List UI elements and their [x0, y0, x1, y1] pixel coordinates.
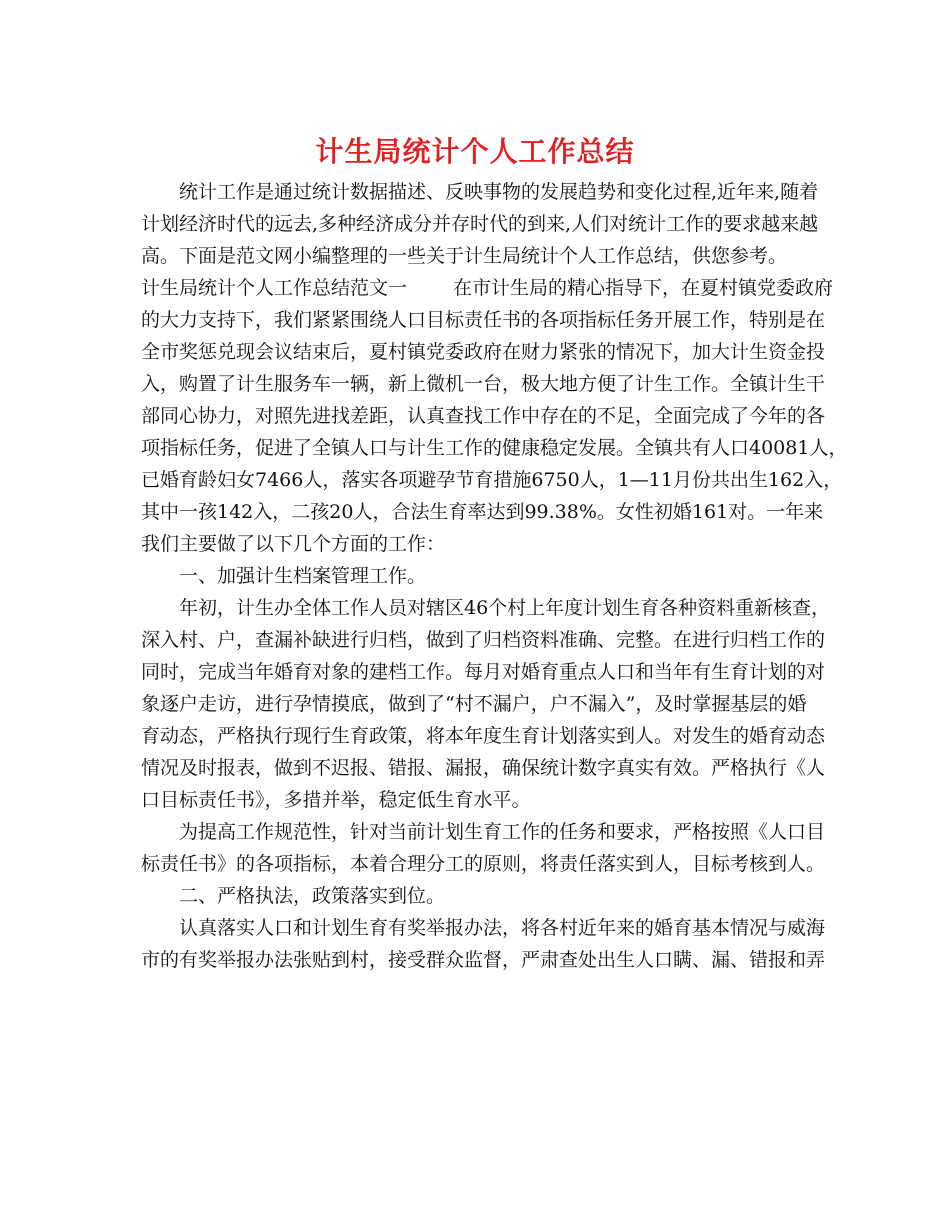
text-line: 同时，完成当年婚育对象的建档工作。每月对婚育重点人口和当年有生育计划的对 [141, 661, 826, 683]
text-line: 年初，计生办全体工作人员对辖区46个村上年度计划生育各种资料重新核查， [179, 597, 831, 619]
fanwen-label: 计生局统计个人工作总结范文一 [141, 277, 408, 299]
text-line: 我们主要做了以下几个方面的工作： [141, 533, 446, 555]
document-body [141, 176, 848, 976]
section-2-paragraph [141, 912, 831, 976]
text-line [141, 272, 834, 304]
intro-paragraph [141, 176, 831, 272]
text-line: 情况及时报表，做到不迟报、错报、漏报，确保统计数字真实有效。严格执行《人 [141, 757, 826, 779]
text-line: 已婚育龄妇女7466人，落实各项避孕节育措施6750人，1—11月份共出生162入， [141, 469, 843, 491]
section-heading-1 [141, 560, 831, 592]
text-line: 市的有奖举报办法张贴到村，接受群众监督，严肃查处出生人口瞒、漏、错报和弄 [141, 949, 826, 971]
text-line: 口目标责任书》，多措并举，稳定低生育水平。 [141, 789, 531, 811]
text-line: 高。下面是范文网小编整理的一些关于计生局统计个人工作总结，供您参考。 [141, 245, 788, 267]
text-line: 标责任书》的各项指标，本着合理分工的原则，将责任落实到人，目标考核到人。 [141, 853, 826, 875]
document-title: 计生局统计个人工作总结 [315, 135, 635, 168]
heading-text: 二、严格执法，政策落实到位。 [179, 885, 446, 907]
text-line: 部同心协力，对照先进找差距，认真查找工作中存在的不足，全面完成了今年的各 [141, 405, 826, 427]
text-line: 入，购置了计生服务车一辆，新上微机一台，极大地方便了计生工作。全镇计生干 [141, 373, 826, 395]
heading-text: 一、加强计生档案管理工作。 [179, 565, 427, 587]
section-heading-2 [141, 880, 831, 912]
text-line: 深入村、户，查漏补缺进行归档，做到了归档资料准确、完整。在进行归档工作的 [141, 629, 826, 651]
text-line: 的大力支持下，我们紧紧围绕人口目标责任书的各项指标任务开展工作，特别是在 [141, 309, 826, 331]
text-line: 育动态，严格执行现行生育政策，将本年度生育计划落实到人。对发生的婚育动态 [141, 725, 826, 747]
section-1-paragraph-2 [141, 816, 831, 880]
text-line: 计划经济时代的远去,多种经济成分并存时代的到来,人们对统计工作的要求越来越 [141, 213, 819, 235]
text-line: 为提高工作规范性，针对当前计划生育工作的任务和要求，严格按照《人口目 [179, 821, 826, 843]
fanwen-first-text: 在市计生局的精心指导下，在夏村镇党委政府 [453, 277, 834, 299]
fanwen-paragraph [141, 272, 848, 560]
text-line: 认真落实人口和计划生育有奖举报办法，将各村近年来的婚育基本情况与威海 [179, 917, 826, 939]
text-line: 其中一孩142入，二孩20人，合法生育率达到99.38%。女性初婚161对。一年来 [141, 501, 824, 523]
section-1-paragraph [141, 592, 831, 816]
text-line: 统计工作是通过统计数据描述、反映事物的发展趋势和变化过程,近年来,随着 [179, 181, 819, 203]
text-line: 全市奖惩兑现会议结束后，夏村镇党委政府在财力紧张的情况下，加大计生资金投 [141, 341, 826, 363]
text-line: 象逐户走访，进行孕情摸底，做到了“村不漏户，户不漏入”，及时掌握基层的婚 [141, 693, 807, 715]
text-line: 项指标任务，促进了全镇人口与计生工作的健康稳定发展。全镇共有人口40081人， [141, 437, 848, 459]
